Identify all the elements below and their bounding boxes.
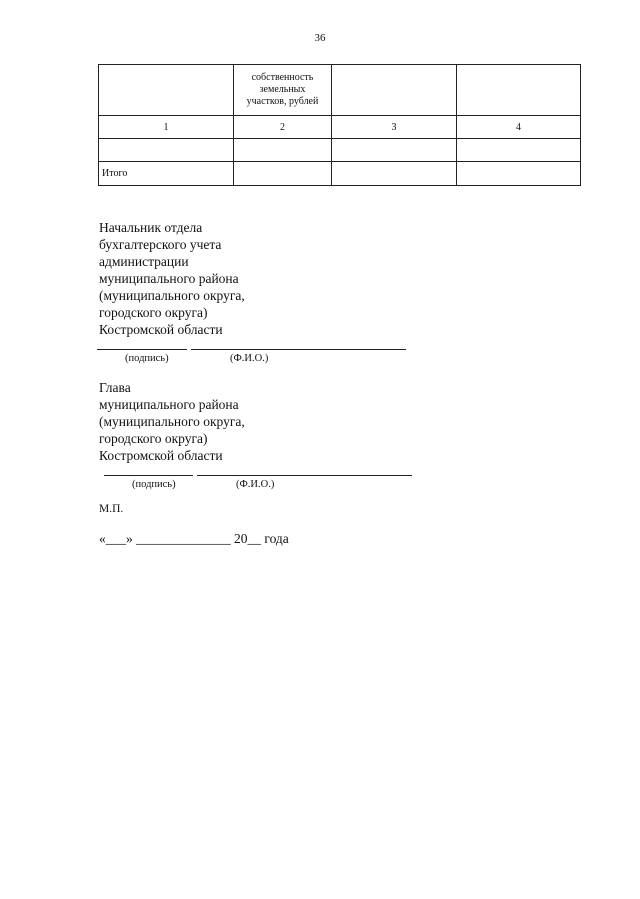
signature-line[interactable] (97, 349, 187, 350)
table-cell[interactable] (332, 162, 457, 186)
table-cell[interactable] (234, 162, 332, 186)
header-cell-land-ownership (234, 65, 332, 116)
table-row (99, 139, 581, 162)
signature-caption: (подпись) (132, 479, 176, 490)
signer-title-line: Костромской области (99, 322, 223, 337)
signer-title-line: муниципального района (99, 397, 239, 412)
total-row (99, 162, 581, 186)
table-cell (457, 65, 581, 116)
page-number: 36 (314, 32, 326, 44)
name-line[interactable] (197, 475, 412, 476)
signer-title-line: администрации (99, 254, 189, 269)
table-cell[interactable] (457, 139, 581, 162)
signer-title-line: (муниципального округа, (99, 414, 245, 429)
column-number: 2 (234, 116, 332, 139)
column-number: 3 (332, 116, 457, 139)
name-caption: (Ф.И.О.) (236, 479, 275, 490)
table-cell (99, 65, 234, 116)
table-header-row (99, 65, 581, 116)
column-number-row (99, 116, 581, 139)
signer-title-line: городского округа) (99, 431, 208, 446)
signer-title-line: Начальник отдела (99, 220, 203, 235)
table-cell[interactable] (332, 139, 457, 162)
table-cell[interactable] (99, 139, 234, 162)
signer-title-line: Глава (99, 380, 131, 395)
signer-title-line: (муниципального округа, (99, 288, 245, 303)
header-text-line: собственность (251, 72, 314, 83)
name-line[interactable] (191, 349, 406, 350)
table-cell[interactable] (234, 139, 332, 162)
header-text-line: земельных (259, 84, 306, 95)
header-text-line: участков, рублей (246, 96, 319, 107)
report-table (98, 64, 581, 186)
seal-label: М.П. (99, 503, 124, 515)
signature-caption: (подпись) (125, 353, 169, 364)
column-number: 1 (99, 116, 234, 139)
signer-title-line: бухгалтерского учета (99, 237, 222, 252)
column-number: 4 (457, 116, 581, 139)
name-caption: (Ф.И.О.) (230, 353, 269, 364)
table-cell[interactable] (457, 162, 581, 186)
signer-accounting-head (99, 219, 245, 338)
signature-line[interactable] (104, 475, 193, 476)
signer-title-line: Костромской области (99, 448, 223, 463)
table-cell (332, 65, 457, 116)
date-line: «___» ______________ 20__ года (99, 531, 289, 546)
signer-title-line: городского округа) (99, 305, 208, 320)
total-label: Итого (99, 162, 234, 186)
signer-district-head (99, 379, 245, 464)
signer-title-line: муниципального района (99, 271, 239, 286)
